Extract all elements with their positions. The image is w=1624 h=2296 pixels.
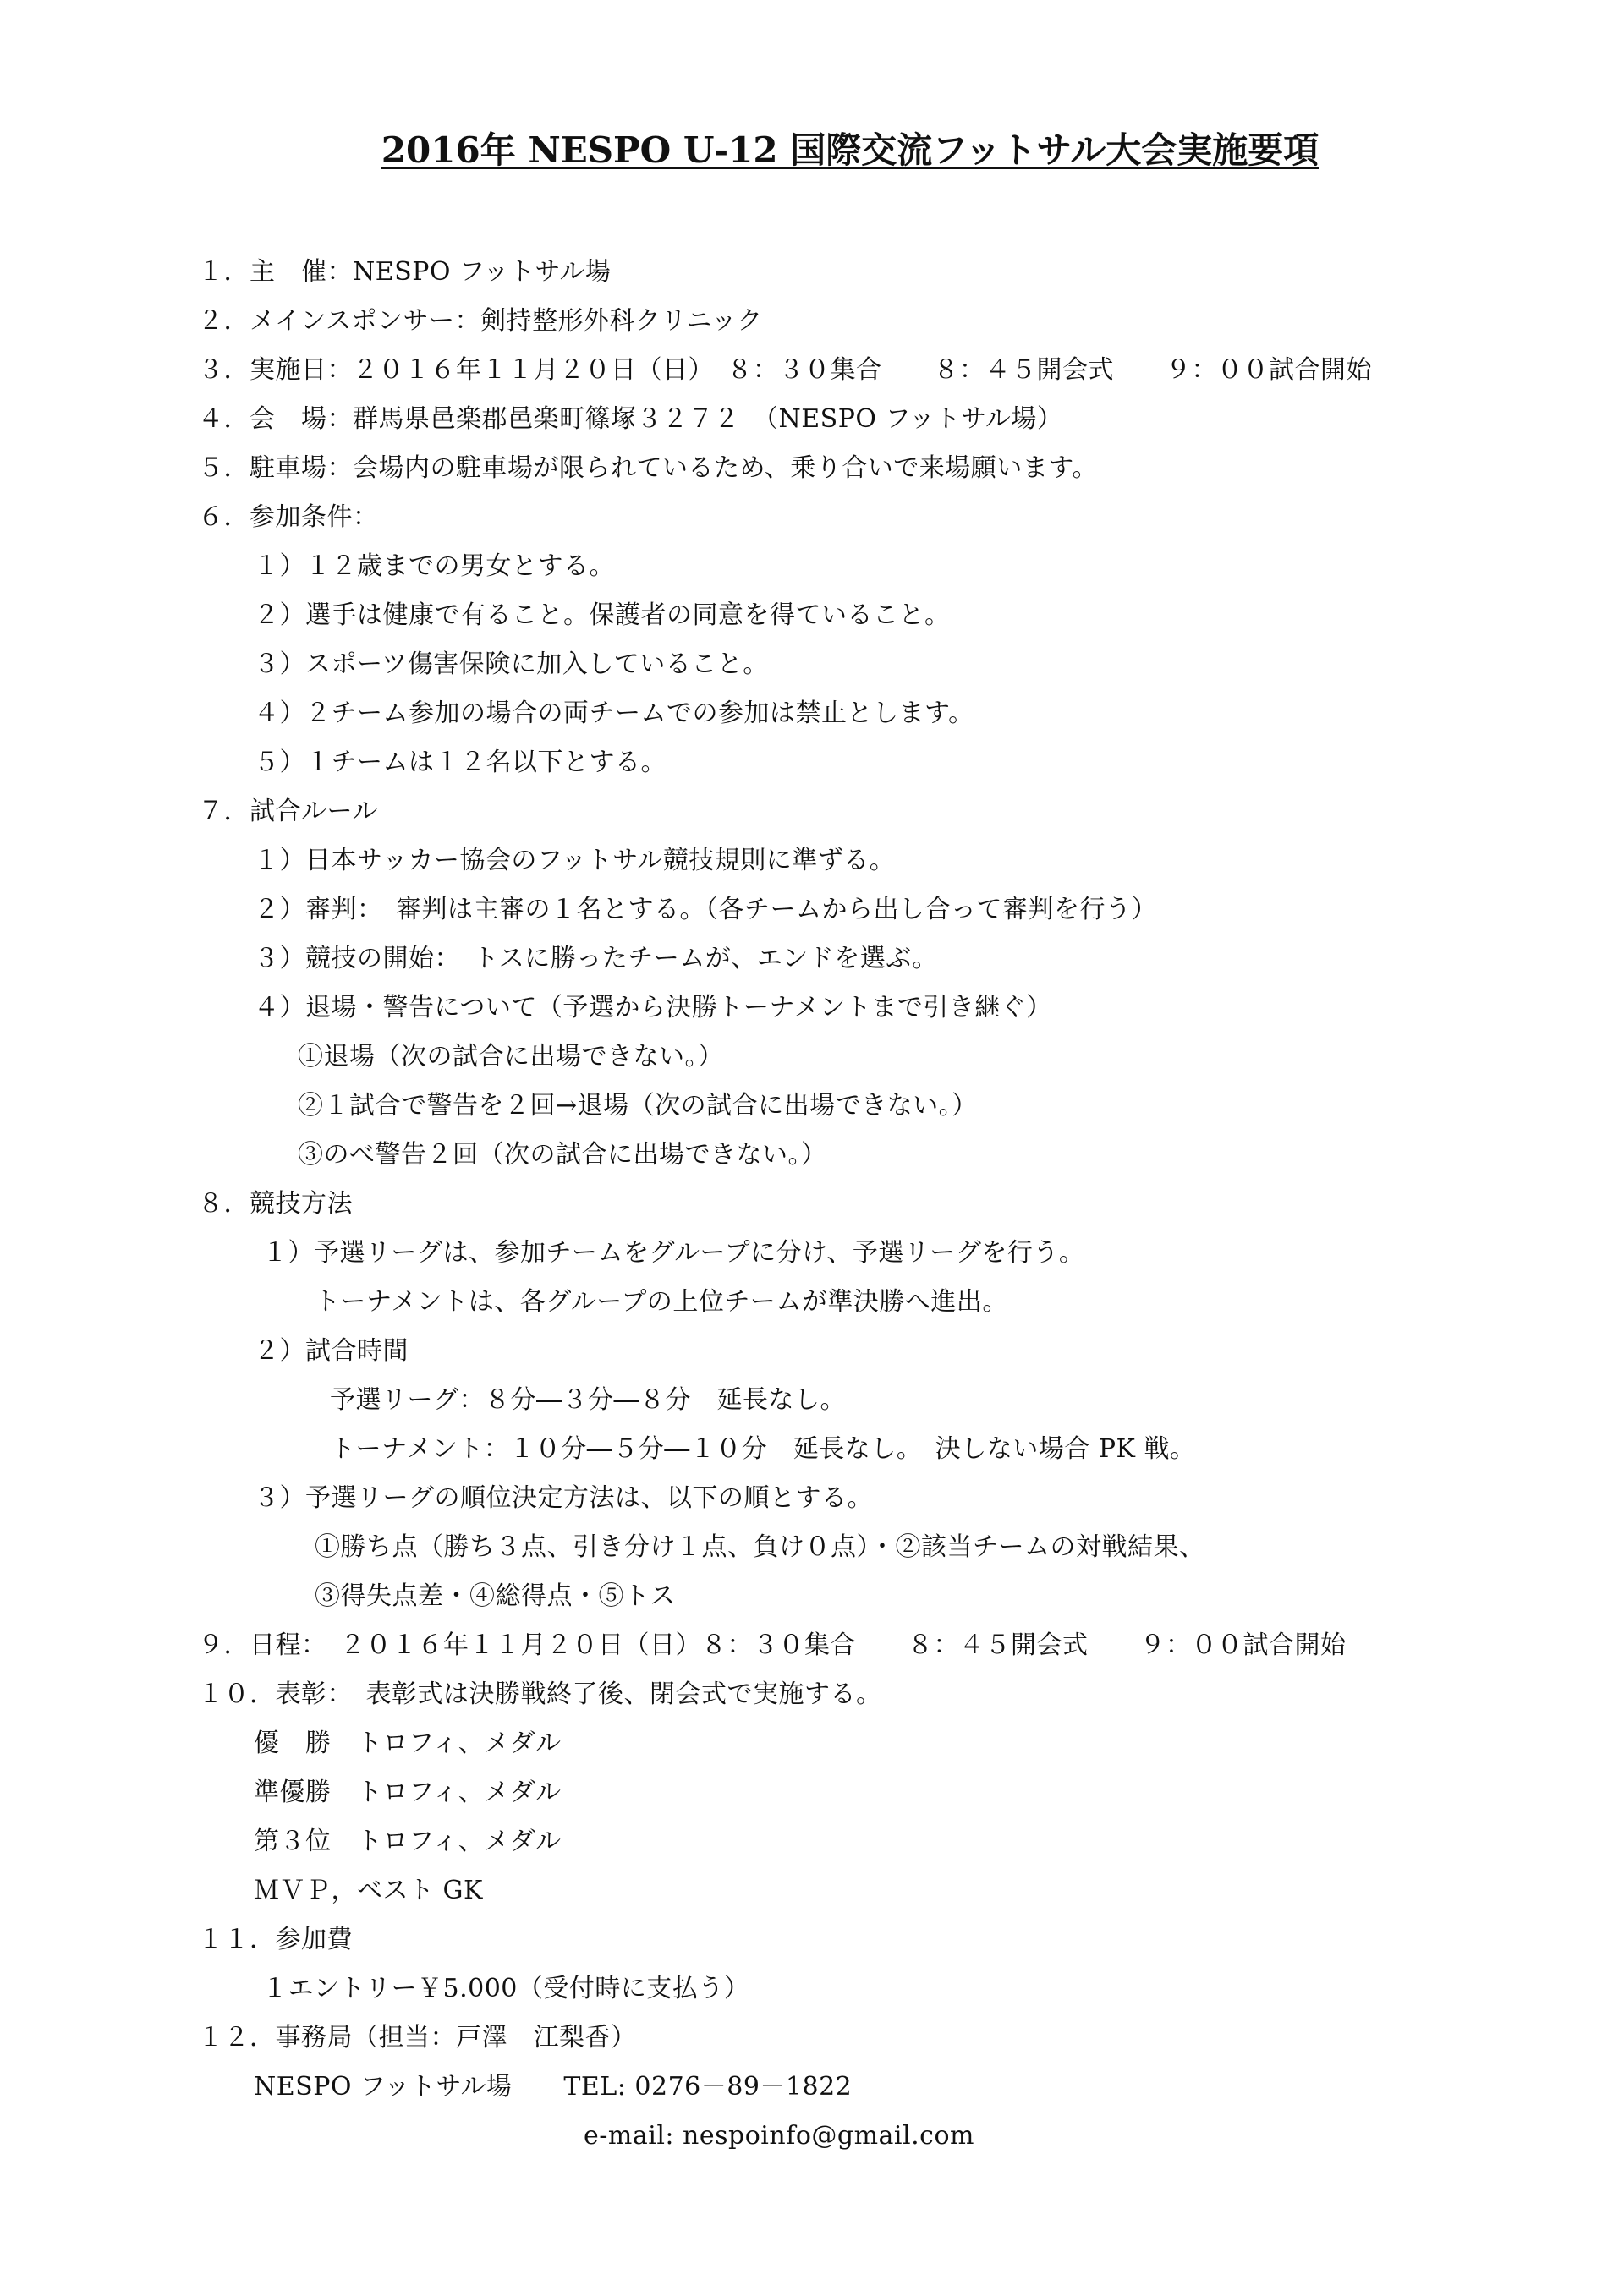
- secretariat-email: e-mail: nespoinfo@gmail.com: [584, 2121, 974, 2151]
- rule-4-sub-2: ②１試合で警告を２回→退場（次の試合に出場できない。）: [298, 1091, 978, 1121]
- item-date: ３．実施日：２０１６年１１月２０日（日） ８：３０集合 ８：４５開会式 ９：００試合開始: [198, 355, 1372, 385]
- format-1: １）予選リーグは、参加チームをグループに分け、予選リーグを行う。: [262, 1238, 1085, 1268]
- format-3-criteria-1: ①勝ち点（勝ち３点、引き分け１点、負け０点）・②該当チームの対戦結果、: [315, 1532, 1205, 1562]
- condition-1: １）１２歳までの男女とする。: [254, 551, 615, 581]
- item-parking: ５．駐車場：会場内の駐車場が限られているため、乗り合いで来場願います。: [198, 453, 1098, 483]
- entry-fee-detail: １エントリー￥5.000（受付時に支払う）: [262, 1974, 750, 2003]
- format-2-tournament-time: トーナメント：１０分―５分―１０分 延長なし。 決しない場合 PK 戦。: [330, 1434, 1196, 1464]
- item-organizer: １．主 催：NESPO フットサル場: [198, 257, 612, 287]
- title-text: 2016年 NESPO U-12 国際交流フットサル大会実施要項: [381, 129, 1320, 171]
- format-3-criteria-2: ③得失点差・④総得点・⑤トス: [315, 1581, 676, 1611]
- item-main-sponsor: ２．メインスポンサー：剣持整形外科クリニック: [198, 306, 763, 336]
- item-entry-fee: １１．参加費: [198, 1925, 353, 1954]
- item-awards: １０．表彰： 表彰式は決勝戦終了後、閉会式で実施する。: [198, 1680, 882, 1709]
- secretariat-contact-tel: NESPO フットサル場 TEL: 0276－89－1822: [254, 2072, 853, 2101]
- rule-4-sub-3: ③のべ警告２回（次の試合に出場できない。）: [298, 1140, 827, 1170]
- award-third-place: 第３位 トロフィ、メダル: [254, 1827, 562, 1856]
- item-participation-conditions: ６．参加条件：: [198, 502, 379, 532]
- rule-4: ４）退場・警告について（予選から決勝トーナメントまで引き継ぐ）: [254, 993, 1052, 1022]
- award-mvp-best-gk: ＭＶＰ，ベスト GK: [254, 1876, 483, 1905]
- condition-2: ２）選手は健康で有ること。保護者の同意を得ていること。: [254, 600, 951, 630]
- format-2-league-time: 予選リーグ：８分―３分―８分 延長なし。: [330, 1385, 846, 1415]
- item-venue: ４．会 場：群馬県邑楽郡邑楽町篠塚３２７２ （NESPO フットサル場）: [198, 404, 1063, 434]
- format-2: ２）試合時間: [254, 1336, 409, 1366]
- rule-3: ３）競技の開始： トスに勝ったチームが、エンドを選ぶ。: [254, 944, 938, 973]
- rule-2: ２）審判： 審判は主審の１名とする。（各チームから出し合って審判を行う）: [254, 895, 1157, 924]
- item-schedule: ９．日程： ２０１６年１１月２０日（日）８：３０集合 ８：４５開会式 ９：００試合開始: [198, 1630, 1347, 1660]
- format-1-detail: トーナメントは、各グループの上位チームが準決勝へ進出。: [315, 1287, 1008, 1317]
- rule-1: １）日本サッカー協会のフットサル競技規則に準ずる。: [254, 846, 896, 875]
- item-competition-format: ８．競技方法: [198, 1189, 353, 1219]
- document-title: [0, 125, 1624, 176]
- item-secretariat: １２．事務局（担当：戸澤 江梨香）: [198, 2023, 637, 2052]
- condition-3: ３）スポーツ傷害保険に加入していること。: [254, 649, 769, 679]
- format-3: ３）予選リーグの順位決定方法は、以下の順とする。: [254, 1483, 873, 1513]
- condition-4: ４）２チーム参加の場合の両チームでの参加は禁止とします。: [254, 699, 974, 728]
- condition-5: ５）１チームは１２名以下とする。: [254, 748, 667, 777]
- award-winner: 優 勝 トロフィ、メダル: [254, 1729, 562, 1758]
- item-match-rules: ７．試合ルール: [198, 797, 378, 826]
- rule-4-sub-1: ①退場（次の試合に出場できない。）: [298, 1042, 724, 1071]
- award-runner-up: 準優勝 トロフィ、メダル: [254, 1778, 562, 1807]
